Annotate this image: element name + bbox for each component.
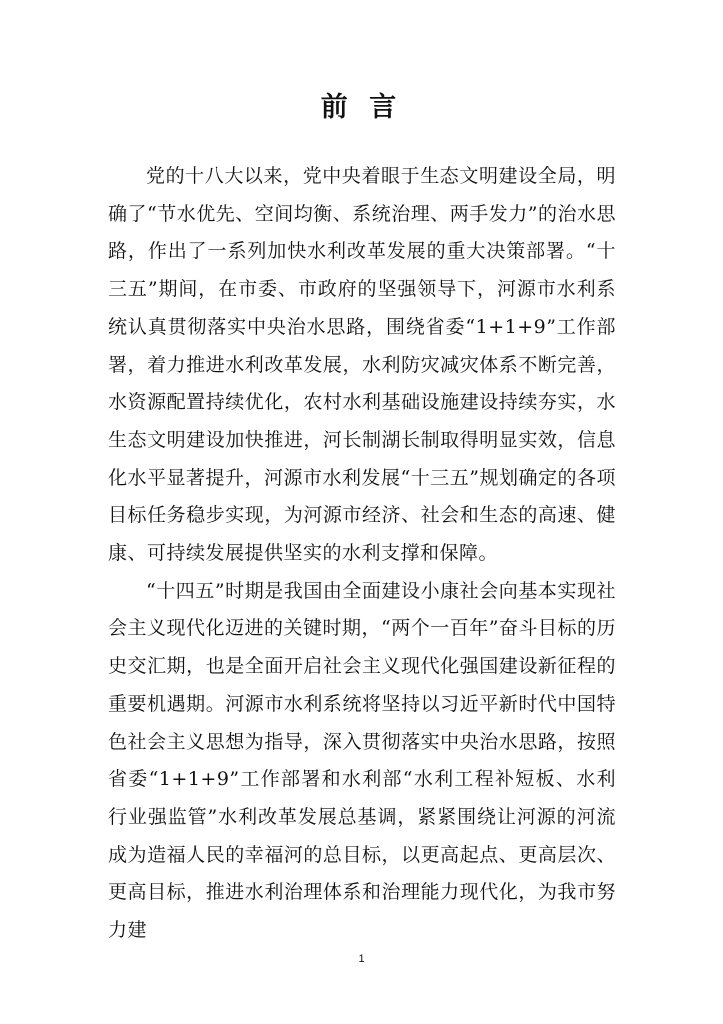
page-number: 1 <box>358 953 365 965</box>
paragraph-2: “十四五”时期是我国由全面建设小康社会向基本实现社会主义现代化迈进的关键时期，“两个一百年”奋斗目标的历史交汇期，也是全面开启社会主义现代化强国建设新征程的重要机遇期。河源市水利系统将坚持以习近平新时代中国特色社会主义思想为指导，深入贯彻落实中央治水思路，按照省委“1+1+9”工作部署和水利部“水利工程补短板、水利行业强监管”水利改革发展总基调，紧紧围绕让河源的河流成为造福人民的幸福河的总目标，以更高起点、更高层次、更高目标，推进水利治理体系和治理能力现代化，为我市努力建 <box>108 579 616 942</box>
page-title: 前 言 <box>320 92 403 123</box>
paragraph-1: 党的十八大以来，党中央着眼于生态文明建设全局，明确了“节水优先、空间均衡、系统治理、两手发力”的治水思路，作出了一系列加快水利改革发展的重大决策部署。“十三五”期间，在市委、市政府的坚强领导下，河源市水利系统认真贯彻落实中央治水思路，围绕省委“1+1+9”工作部署，着力推进水利改革发展，水利防灾减灾体系不断完善，水资源配置持续优化，农村水利基础设施建设持续夯实，水生态文明建设加快推进，河长制湖长制取得明显实效，信息化水平显著提升，河源市水利发展“十三五”规划确定的各项目标任务稳步实现，为河源市经济、社会和生态的高速、健康、可持续发展提供坚实的水利支撑和保障。 <box>108 165 616 565</box>
body-text <box>108 158 616 950</box>
